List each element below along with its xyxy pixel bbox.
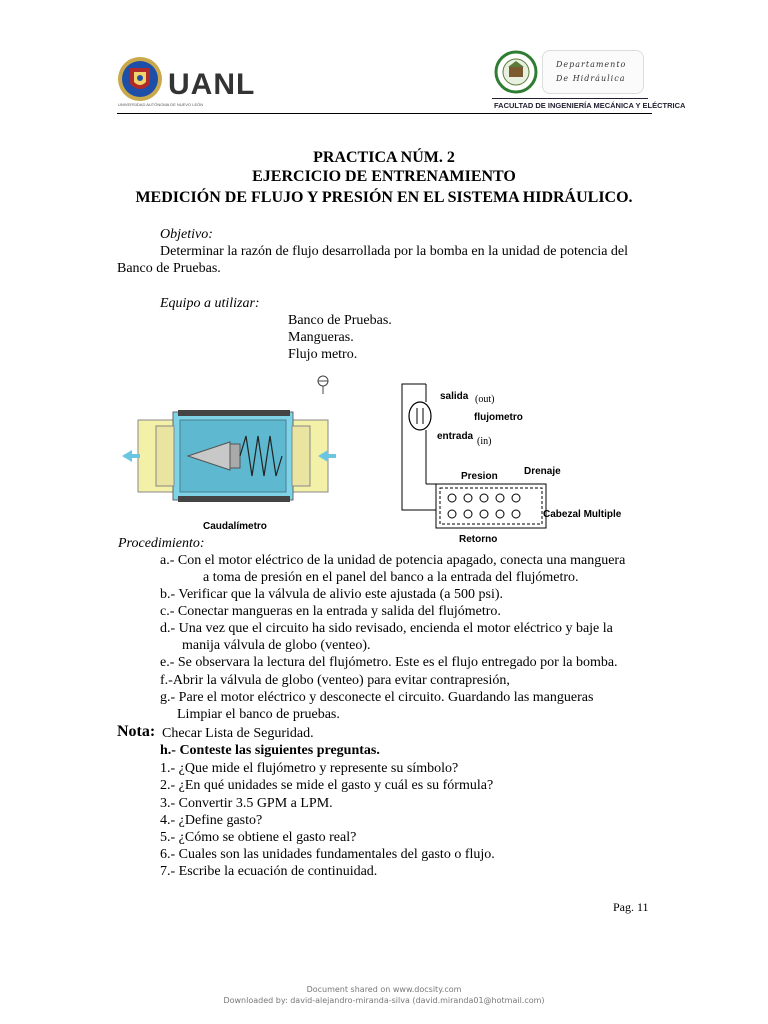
note-text: Checar Lista de Seguridad. <box>162 726 314 741</box>
equipment-heading: Equipo a utilizar: <box>160 296 260 311</box>
exercise-title: EJERCICIO DE ENTRENAMIENTO <box>252 168 516 185</box>
objective-text-line1: Determinar la razón de flujo desarrollada por la bomba en la unidad de potencia del <box>160 244 629 259</box>
label-drenaje: Drenaje <box>524 466 561 477</box>
question-item: 2.- ¿En qué unidades se mide el gasto y cuál es su fórmula? <box>160 778 494 793</box>
uanl-logo-text: UANL <box>168 68 256 101</box>
procedure-step-f: f.-Abrir la válvula de globo (venteo) para evitar contrapresión, <box>160 673 510 688</box>
label-cabezal-multiple: Cabezal Multiple <box>543 509 622 520</box>
header-divider <box>117 113 652 114</box>
objective-heading: Objetivo: <box>160 227 213 242</box>
subject-title: MEDICIÓN DE FLUJO Y PRESIÓN EN EL SISTEMA HIDRÁULICO. <box>135 189 633 206</box>
label-flujometro: flujometro <box>474 412 523 423</box>
procedure-heading: Procedimiento: <box>118 536 205 551</box>
label-presion: Presion <box>461 471 498 482</box>
footer-downloaded-by: Downloaded by: david-alejandro-miranda-silva (david.miranda01@hotmail.com) <box>223 996 545 1005</box>
question-item: 1.- ¿Que mide el flujómetro y represente su símbolo? <box>160 761 459 776</box>
question-item: 6.- Cuales son las unidades fundamentales del gasto o flujo. <box>160 847 495 862</box>
flowmeter-cutaway-illustration <box>118 372 340 530</box>
department-logo-line1: Departamento <box>556 60 627 69</box>
questions-heading: h.- Conteste las siguientes preguntas. <box>160 743 380 758</box>
label-out: (out) <box>475 394 495 405</box>
equipment-item: Mangueras. <box>288 330 354 345</box>
objective-text-line2: Banco de Pruebas. <box>117 261 221 276</box>
procedure-step-e: e.- Se observara la lectura del flujómetro. Este es el flujo entregado por la bomba. <box>160 655 618 670</box>
faculty-name: FACULTAD DE INGENIERÍA MECÁNICA Y ELÉCTRICA <box>494 101 686 110</box>
page-number: Pag. 11 <box>613 900 649 914</box>
procedure-step-d-line2: manija válvula de globo (venteo). <box>182 638 371 653</box>
question-item: 3.- Convertir 3.5 GPM a LPM. <box>160 796 333 811</box>
procedure-step-a-line1: a.- Con el motor eléctrico de la unidad de potencia apagado, conecta una manguera <box>160 553 626 568</box>
label-entrada: entrada <box>437 431 474 442</box>
procedure-step-d-line1: d.- Una vez que el circuito ha sido revisado, encienda el motor eléctrico y baje la <box>160 621 613 636</box>
procedure-step-g-line2: Limpiar el banco de pruebas. <box>177 707 340 722</box>
question-item: 7.- Escribe la ecuación de continuidad. <box>160 864 378 879</box>
department-logo <box>542 50 644 94</box>
uanl-logo-subtext: UNIVERSIDAD AUTÓNOMA DE NUEVO LEÓN <box>118 102 204 107</box>
footer-shared-note: Document shared on www.docsity.com <box>306 985 462 994</box>
label-in: (in) <box>477 436 492 447</box>
equipment-item: Flujo metro. <box>288 347 358 362</box>
equipment-item: Banco de Pruebas. <box>288 313 392 328</box>
fime-seal-logo <box>494 50 538 94</box>
note-label: Nota: <box>117 723 156 740</box>
department-logo-line2: De Hidráulica <box>556 74 626 83</box>
procedure-step-g-line1: g.- Pare el motor eléctrico y desconecte el circuito. Guardando las mangueras <box>160 690 594 705</box>
question-item: 5.- ¿Cómo se obtiene el gasto real? <box>160 830 357 845</box>
label-retorno: Retorno <box>459 534 498 545</box>
faculty-rule <box>492 98 648 99</box>
question-item: 4.- ¿Define gasto? <box>160 813 263 828</box>
practice-title: PRACTICA NÚM. 2 <box>313 149 455 166</box>
procedure-step-a-line2: a toma de presión en el panel del banco a la entrada del flujómetro. <box>203 570 579 585</box>
procedure-step-c: c.- Conectar mangueras en la entrada y salida del flujómetro. <box>160 604 501 619</box>
label-salida: salida <box>440 391 469 402</box>
flowmeter-caption: Caudalímetro <box>203 521 267 532</box>
procedure-step-b: b.- Verificar que la válvula de alivio este ajustada (a 500 psi). <box>160 587 504 602</box>
uanl-seal-logo <box>117 54 163 104</box>
